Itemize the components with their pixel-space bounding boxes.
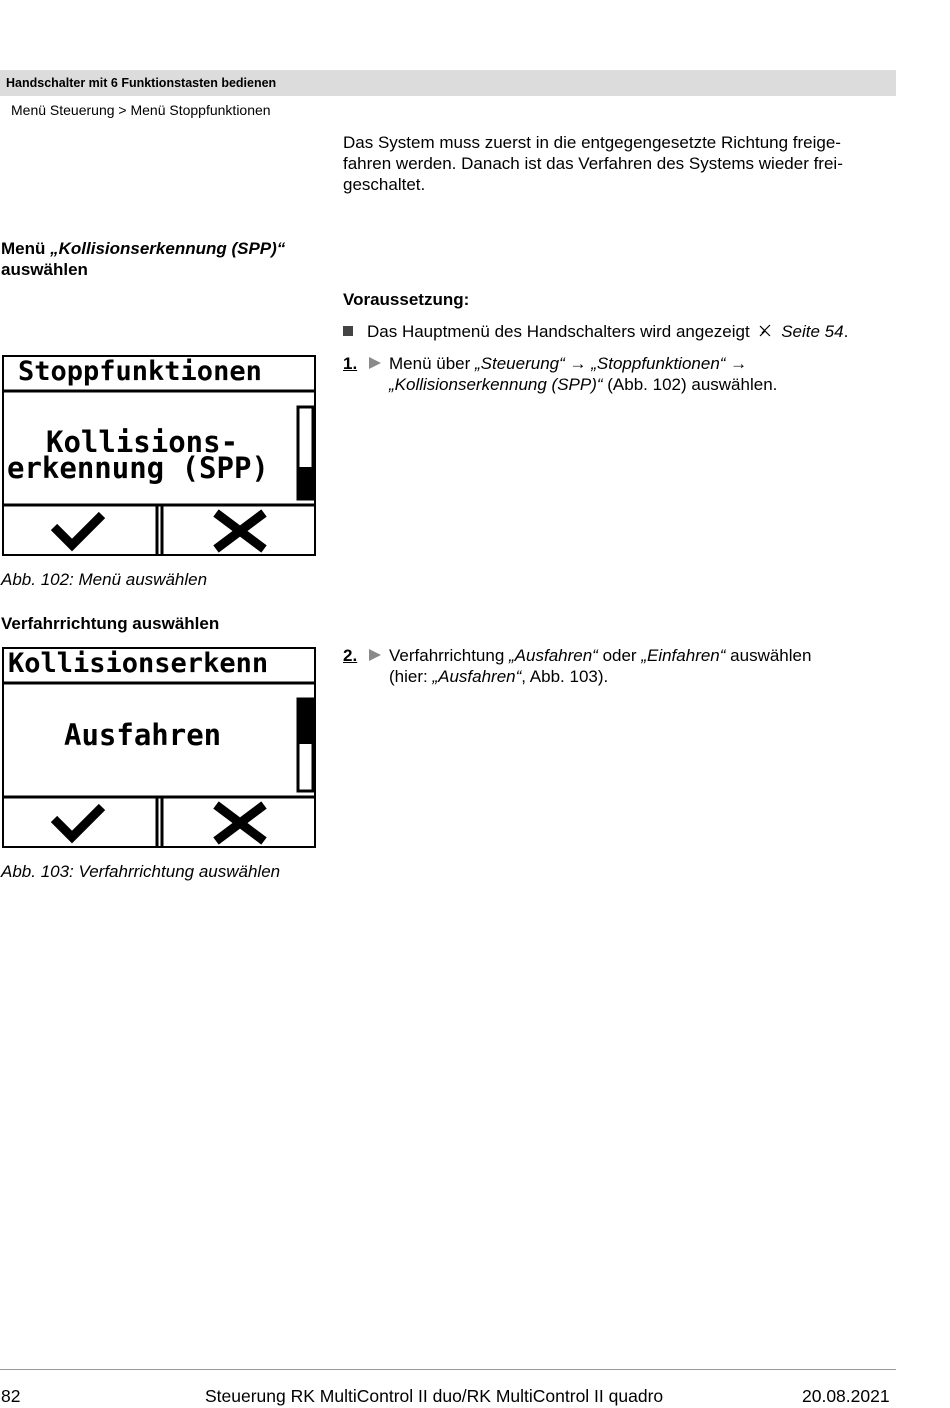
section-title-italic: „Kollisionserkennung (SPP)“ <box>50 239 286 258</box>
cross-reference-icon <box>758 324 772 338</box>
step-2 <box>343 645 889 687</box>
prerequisite-heading: Voraussetzung: <box>343 290 470 309</box>
lcd-display-menu <box>2 355 316 556</box>
step-1 <box>343 353 889 395</box>
intro-paragraph <box>343 132 893 195</box>
step-arrow-icon <box>369 649 381 661</box>
path-arrow: → <box>725 354 748 373</box>
section-title-line2: auswählen <box>1 260 88 279</box>
bullet-square-icon <box>343 326 353 336</box>
lcd-title: Kollisionserkenn <box>8 648 269 679</box>
menu-path: „Stoppfunktionen“ <box>591 354 726 373</box>
prerequisite-end: . <box>843 322 849 341</box>
breadcrumb: Menü Steuerung > Menü Stoppfunktionen <box>11 102 271 118</box>
option-name: „Ausfahren“ <box>432 667 522 686</box>
option-name: „Einfahren“ <box>641 646 726 665</box>
intro-line: Das System muss zuerst in die entgegengesetzte Richtung freige- <box>343 133 841 152</box>
step-number: 1. <box>343 354 358 373</box>
scrollbar-thumb <box>298 699 313 744</box>
step-text: Verfahrrichtung <box>389 646 510 665</box>
section-title-direction: Verfahrrichtung auswählen <box>1 614 220 633</box>
lcd-title: Stoppfunktionen <box>18 356 262 387</box>
step-text: auswählen <box>725 646 812 665</box>
figure-caption: Abb. 102: Menü auswählen <box>1 570 208 589</box>
figure-caption: Abb. 103: Verfahrrichtung auswählen <box>1 862 281 881</box>
option-name: „Ausfahren“ <box>509 646 598 665</box>
document-title: Steuerung RK MultiControl II duo/RK MultiControl II quadro <box>205 1386 664 1406</box>
document-date: 20.08.2021 <box>802 1386 890 1406</box>
step-text: , Abb. 103). <box>521 667 609 686</box>
intro-line: fahren werden. Danach ist das Verfahren des Systems wieder frei- <box>343 154 843 173</box>
lcd-display-direction <box>2 647 316 848</box>
step-text: oder <box>597 646 642 665</box>
scrollbar-thumb <box>298 467 313 499</box>
step-text: (Abb. 102) auswählen. <box>602 375 778 394</box>
lcd-line: Kollisions- <box>46 425 239 459</box>
step-text: Menü über <box>389 354 475 373</box>
lcd-line: erkennung (SPP) <box>7 451 269 485</box>
section-title-menu <box>1 238 285 280</box>
path-arrow: → <box>564 354 592 373</box>
section-title-prefix: Menü <box>1 239 51 258</box>
page-number: 82 <box>1 1386 21 1406</box>
step-arrow-icon <box>369 357 381 369</box>
lcd-line: Ausfahren <box>64 718 222 752</box>
prerequisite-text: Das Hauptmenü des Handschalters wird angezeigt <box>367 322 750 341</box>
prerequisite-item <box>343 321 848 342</box>
menu-path: „Steuerung“ <box>475 354 565 373</box>
step-number: 2. <box>343 646 358 665</box>
page-header: Handschalter mit 6 Funktionstasten bedienen <box>0 70 896 96</box>
menu-path: „Kollisionserkennung (SPP)“ <box>389 375 603 394</box>
step-text: (hier: <box>389 667 433 686</box>
intro-line: geschaltet. <box>343 175 426 194</box>
page-link[interactable]: Seite 54 <box>781 322 844 341</box>
footer-divider <box>0 1369 896 1370</box>
